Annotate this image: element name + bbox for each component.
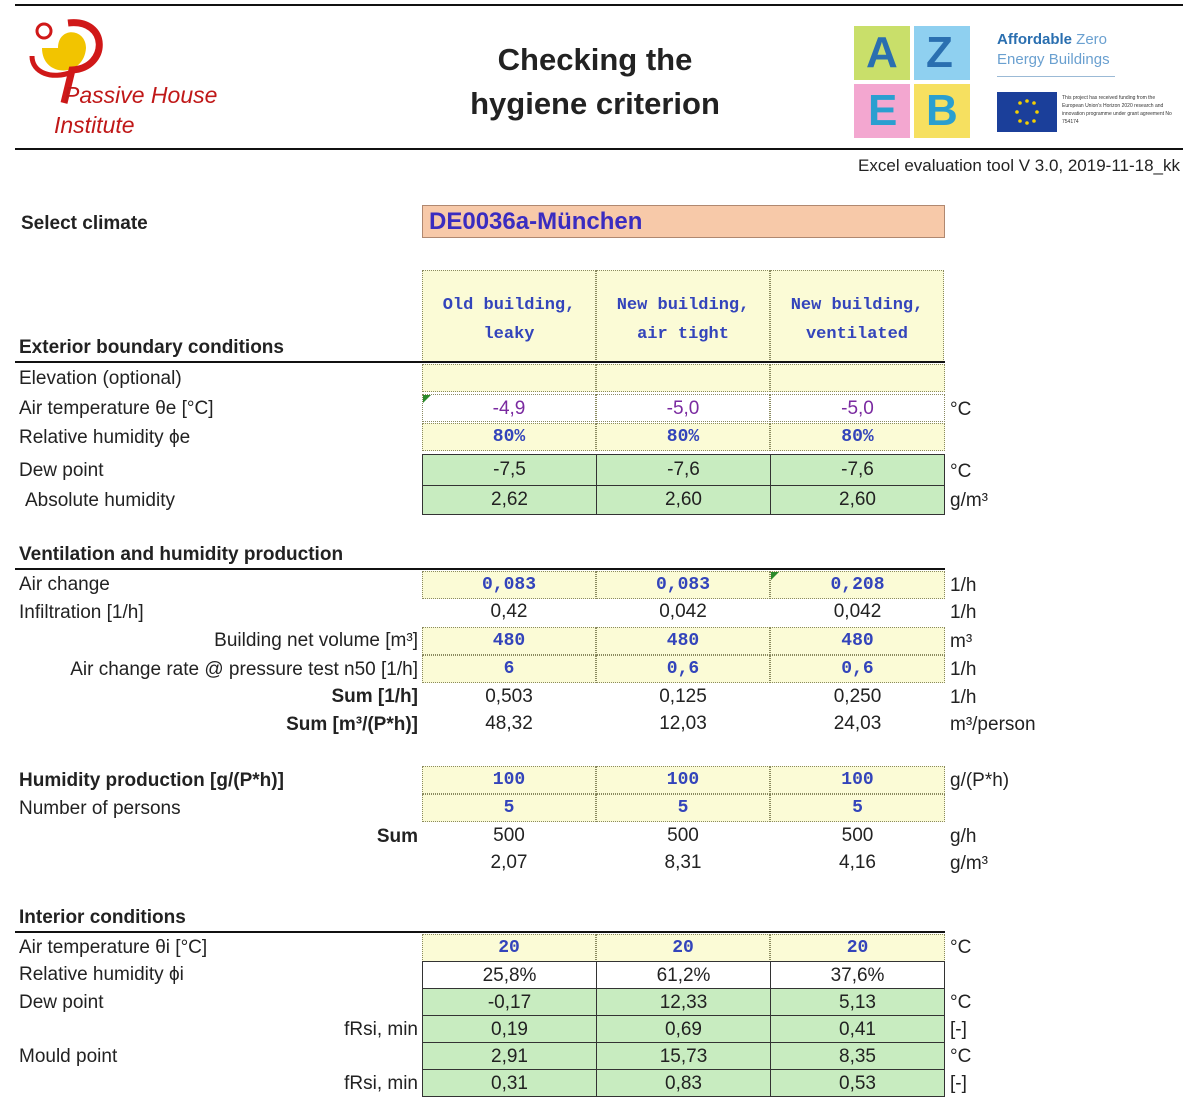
partner-divider [997, 76, 1115, 77]
section-ventilation-rule [15, 568, 945, 570]
ext-dew-unit: °C [950, 461, 972, 482]
ext-abs-cell: 2,60 [596, 485, 771, 515]
frsi-dew-unit: [-] [950, 1019, 967, 1040]
volume-cell[interactable]: 480 [770, 627, 945, 655]
comment-marker-icon [771, 572, 779, 580]
ext-abs-cell: 2,62 [422, 485, 597, 515]
section-exterior-rule [15, 361, 945, 363]
int-dew-cell: -0,17 [422, 988, 597, 1016]
air-change-cell[interactable]: 0,083 [422, 571, 596, 599]
int-dew-cell: 5,13 [770, 988, 945, 1016]
ext-dew-label: Dew point [19, 460, 104, 481]
int-rh-cell: 61,2% [596, 961, 771, 989]
int-dew-unit: °C [950, 992, 972, 1013]
sum-m3-label: Sum [m³/(P*h)] [286, 714, 418, 735]
n50-label: Air change rate @ pressure test n50 [1/h] [70, 659, 418, 680]
ext-rh-cell[interactable]: 80% [770, 423, 945, 451]
int-air-temp-unit: °C [950, 937, 972, 958]
eu-flag-icon [997, 92, 1057, 132]
infiltration-unit: 1/h [950, 602, 977, 623]
sum-1h-unit: 1/h [950, 687, 977, 708]
humidity-sum-cell: 500 [667, 825, 699, 846]
column-header-line2: leaky [483, 325, 535, 344]
volume-cell[interactable]: 480 [596, 627, 770, 655]
column-header-old-leaky [422, 270, 596, 362]
n50-cell[interactable]: 6 [422, 655, 596, 683]
azeb-letter-e: E [868, 86, 898, 135]
azeb-letter-b: B [926, 86, 958, 135]
persons-label: Number of persons [19, 798, 181, 819]
column-header-line1: New building, [790, 296, 924, 315]
section-interior-rule [15, 931, 945, 933]
ext-air-temp-cell[interactable]: -4,9 [422, 394, 596, 422]
column-header-new-airtight [596, 270, 770, 362]
volume-label: Building net volume [m³] [214, 630, 418, 651]
ext-abs-label: Absolute humidity [25, 490, 175, 511]
frsi-dew-label: fRsi, min [344, 1019, 418, 1040]
frsi-mould-label: fRsi, min [344, 1073, 418, 1094]
azeb-logo [852, 24, 972, 142]
section-exterior: Exterior boundary conditions [19, 337, 284, 358]
partner-name-bold: Affordable [997, 31, 1072, 48]
page-title-line1: Checking the [497, 42, 693, 77]
infiltration-cell: 0,042 [659, 601, 707, 622]
ext-abs-unit: g/m³ [950, 490, 988, 511]
sum-m3-unit: m³/person [950, 714, 1036, 735]
humidity-sum-unit: g/h [950, 826, 977, 847]
humidity-sum-cell: 500 [841, 825, 874, 846]
frsi-dew-cell: 0,41 [770, 1015, 945, 1043]
humidity-conc-cell: 4,16 [839, 852, 876, 873]
volume-unit: m³ [950, 631, 973, 652]
logo-text-line1: Passive House [64, 82, 218, 108]
ext-dew-cell: -7,6 [770, 454, 945, 486]
frsi-mould-cell: 0,83 [596, 1069, 771, 1097]
sum-1h-cell: 0,125 [659, 686, 707, 707]
mould-cell: 2,91 [422, 1042, 597, 1070]
int-air-temp-cell[interactable]: 20 [422, 934, 596, 962]
column-header-line2: ventilated [805, 325, 909, 344]
int-air-temp-label: Air temperature θi [°C] [19, 937, 208, 958]
int-air-temp-cell[interactable]: 20 [770, 934, 945, 962]
logo-text-line2: Institute [54, 112, 135, 138]
infiltration-cell: 0,042 [833, 601, 882, 622]
ext-abs-cell: 2,60 [770, 485, 945, 515]
humidity-sum-label: Sum [376, 826, 418, 847]
persons-cell[interactable]: 5 [422, 794, 596, 822]
humidity-conc-cell: 8,31 [664, 852, 702, 873]
ext-air-temp-label: Air temperature θe [°C] [19, 398, 214, 419]
partner-name-rest: Zero [1072, 31, 1108, 48]
int-dew-cell: 12,33 [596, 988, 771, 1016]
sum-m3-cell: 48,32 [485, 713, 533, 734]
azeb-letter-a: A [866, 28, 898, 77]
humidity-sum-cell: 500 [493, 825, 525, 846]
column-header-line2: air tight [637, 325, 729, 344]
humidity-prod-label: Humidity production [g/(P*h)] [19, 770, 284, 791]
infiltration-cell: 0,42 [490, 601, 528, 622]
air-change-label: Air change [19, 574, 110, 595]
ext-rh-cell[interactable]: 80% [422, 423, 596, 451]
azeb-letter-z: Z [926, 28, 953, 77]
elevation-input[interactable] [422, 364, 596, 392]
frsi-mould-unit: [-] [950, 1073, 967, 1094]
mould-label: Mould point [19, 1046, 118, 1067]
partner-name-line2: Energy Buildings [997, 51, 1110, 68]
ext-rh-label: Relative humidity ϕe [19, 427, 191, 448]
tool-version: Excel evaluation tool V 3.0, 2019-11-18_kk [858, 156, 1180, 175]
mould-cell: 8,35 [770, 1042, 945, 1070]
humidity-conc-unit: g/m³ [950, 853, 988, 874]
air-change-cell[interactable]: 0,083 [596, 571, 770, 599]
sum-m3-cell: 24,03 [833, 713, 882, 734]
mould-unit: °C [950, 1046, 972, 1067]
persons-cell[interactable]: 5 [770, 794, 945, 822]
frsi-dew-cell: 0,69 [596, 1015, 771, 1043]
section-interior: Interior conditions [19, 907, 186, 928]
n50-cell[interactable]: 0,6 [770, 655, 945, 683]
column-header-line1: Old building, [442, 296, 576, 315]
humidity-prod-cell[interactable]: 100 [596, 766, 770, 794]
header-rule [15, 148, 1183, 150]
page-title-line2: hygiene criterion [470, 86, 720, 121]
sum-m3-cell: 12,03 [659, 713, 707, 734]
humidity-prod-unit: g/(P*h) [950, 770, 1010, 791]
ext-dew-cell: -7,5 [422, 454, 597, 486]
int-dew-label: Dew point [19, 992, 104, 1013]
air-change-unit: 1/h [950, 575, 977, 596]
ext-air-temp-cell[interactable]: -5,0 [596, 394, 770, 422]
air-change-cell[interactable]: 0,208 [770, 571, 945, 599]
humidity-prod-cell[interactable]: 100 [770, 766, 945, 794]
frsi-mould-cell: 0,53 [770, 1069, 945, 1097]
elevation-input[interactable] [596, 364, 770, 392]
eu-funding-text: This project has received funding from the European Union's Horizon 2020 research and innovation programme under grant agreement No 754174 [1062, 95, 1172, 125]
int-rh-cell: 37,6% [770, 961, 945, 989]
passive-house-logo [24, 18, 224, 143]
sum-1h-cell: 0,250 [833, 686, 882, 707]
elevation-label: Elevation (optional) [19, 368, 182, 389]
volume-cell[interactable]: 480 [422, 627, 596, 655]
section-ventilation: Ventilation and humidity production [19, 544, 344, 565]
page-title [440, 38, 750, 126]
column-header-new-ventilated [770, 270, 944, 362]
elevation-input[interactable] [770, 364, 945, 392]
humidity-prod-cell[interactable]: 100 [422, 766, 596, 794]
top-rule [15, 4, 1183, 6]
ext-rh-cell[interactable]: 80% [596, 423, 770, 451]
column-header-line1: New building, [616, 296, 750, 315]
int-rh-label: Relative humidity ϕi [19, 964, 184, 985]
partner-name [997, 30, 1110, 70]
persons-cell[interactable]: 5 [596, 794, 770, 822]
frsi-mould-cell: 0,31 [422, 1069, 597, 1097]
int-air-temp-cell[interactable]: 20 [596, 934, 770, 962]
infiltration-label: Infiltration [1/h] [19, 602, 144, 623]
sum-1h-cell: 0,503 [485, 686, 533, 707]
humidity-conc-cell: 2,07 [490, 852, 528, 873]
n50-unit: 1/h [950, 659, 977, 680]
frsi-dew-cell: 0,19 [422, 1015, 597, 1043]
climate-label: Select climate [21, 213, 148, 234]
ext-air-temp-cell[interactable]: -5,0 [770, 394, 945, 422]
ext-air-temp-unit: °C [950, 399, 972, 420]
ext-dew-cell: -7,6 [596, 454, 771, 486]
comment-marker-icon [423, 395, 431, 403]
mould-cell: 15,73 [596, 1042, 771, 1070]
sum-1h-label: Sum [1/h] [331, 686, 418, 707]
int-rh-cell: 25,8% [422, 961, 597, 989]
climate-select[interactable]: DE0036a-München [422, 205, 945, 238]
n50-cell[interactable]: 0,6 [596, 655, 770, 683]
